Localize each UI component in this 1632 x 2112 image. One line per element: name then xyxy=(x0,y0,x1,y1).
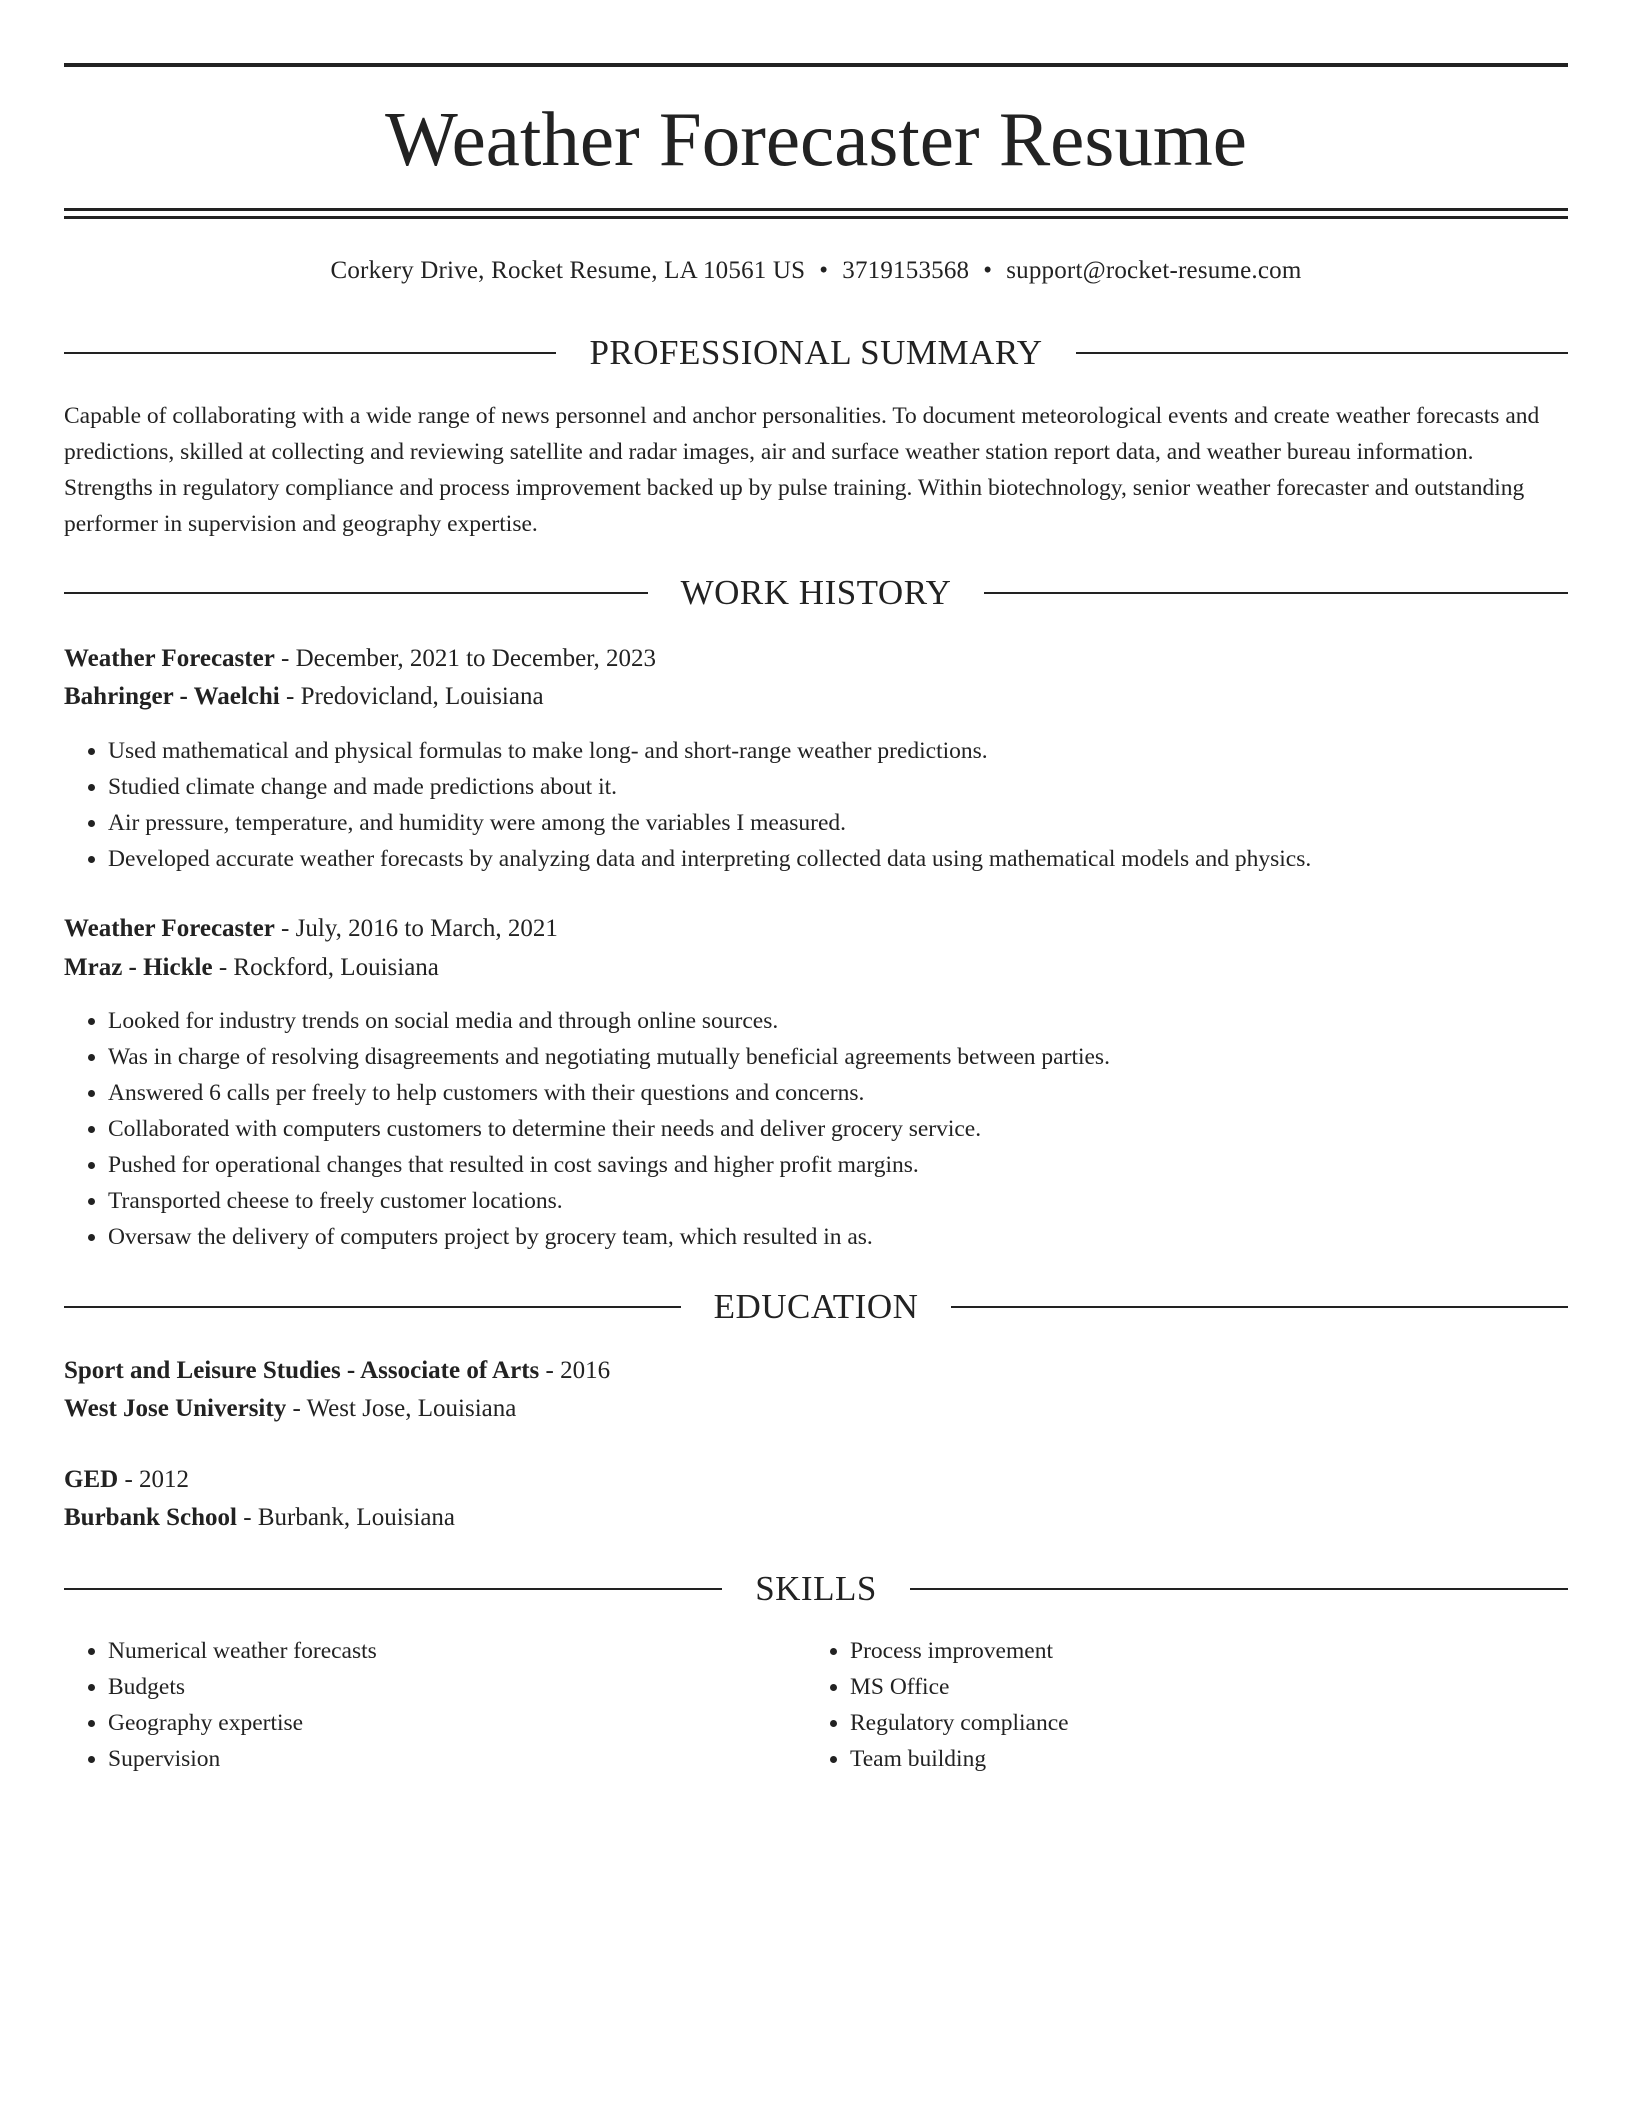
list-item: • Looked for industry trends on social media and through online sources. xyxy=(108,1003,1568,1039)
header-bottom-rule-2 xyxy=(64,216,1568,219)
education-degree-line xyxy=(64,1462,189,1498)
section-title: PROFESSIONAL SUMMARY xyxy=(589,333,1043,372)
contact-separator: • xyxy=(819,257,829,284)
education-degree: GED xyxy=(64,1466,119,1493)
skill-item: • Regulatory compliance xyxy=(850,1705,1506,1741)
skill-item: • Team building xyxy=(850,1741,1506,1777)
summary-paragraph: Capable of collaborating with a wide range of news personnel and anchor personalities. To document meteorological events and create weather forecasts and predictions, skilled at collecting and reviewing satellite and radar images, air and surface weather station report data, and weather bureau information. Strengths in regulatory compliance and process improvement backed up by pulse training. Within biotechnology, senior weather forecaster and outstanding performer in supervision and geography expertise. xyxy=(64,403,1540,537)
education-location: - Burbank, Louisiana xyxy=(237,1504,456,1531)
education-school: Burbank School xyxy=(64,1504,237,1531)
list-item: • Answered 6 calls per freely to help customers with their questions and concerns. xyxy=(108,1075,1568,1111)
skill-item: • Supervision xyxy=(108,1741,764,1777)
divider-line xyxy=(951,1306,1568,1308)
skills-list-right xyxy=(806,1633,1506,1777)
section-header-skills xyxy=(64,1567,1568,1611)
list-item: • Studied climate change and made predictions about it. xyxy=(108,769,1568,805)
job-title-line xyxy=(64,641,656,677)
contact-email: support@rocket-resume.com xyxy=(1006,257,1302,284)
section-title: SKILLS xyxy=(755,1569,877,1608)
section-title: WORK HISTORY xyxy=(680,573,952,612)
divider-line xyxy=(64,352,556,354)
header-top-rule xyxy=(64,63,1568,67)
education-school: West Jose University xyxy=(64,1395,287,1422)
job-bullets xyxy=(64,733,1568,877)
section-header-education xyxy=(64,1285,1568,1329)
header-bottom-rule xyxy=(64,208,1568,211)
job-location: - Predovicland, Louisiana xyxy=(279,683,544,710)
education-year: - 2012 xyxy=(118,1466,190,1493)
job-title: Weather Forecaster xyxy=(64,645,275,672)
list-item: • Was in charge of resolving disagreements and negotiating mutually beneficial agreements between parties. xyxy=(108,1039,1568,1075)
resume-title: Weather Forecaster Resume xyxy=(385,96,1247,182)
education-location: - West Jose, Louisiana xyxy=(286,1395,517,1422)
skills-list-left xyxy=(64,1633,764,1777)
job-title-line xyxy=(64,911,558,947)
job-dates: - December, 2021 to December, 2023 xyxy=(274,645,656,672)
skill-item: • MS Office xyxy=(850,1669,1506,1705)
section-header-summary xyxy=(64,331,1568,375)
contact-line xyxy=(64,254,1568,288)
job-dates: - July, 2016 to March, 2021 xyxy=(274,915,558,942)
contact-separator: • xyxy=(983,257,993,284)
job-bullets xyxy=(64,1003,1568,1255)
list-item: • Used mathematical and physical formulas to make long- and short-range weather predictions. xyxy=(108,733,1568,769)
section-title: EDUCATION xyxy=(713,1287,919,1326)
job-company-line xyxy=(64,950,439,986)
contact-address: Corkery Drive, Rocket Resume, LA 10561 US xyxy=(330,257,806,284)
job-title: Weather Forecaster xyxy=(64,915,275,942)
education-school-line xyxy=(64,1500,455,1536)
divider-line xyxy=(910,1588,1568,1590)
job-company: Bahringer - Waelchi xyxy=(64,683,280,710)
list-item: • Pushed for operational changes that resulted in cost savings and higher profit margins. xyxy=(108,1147,1568,1183)
education-degree-line xyxy=(64,1353,610,1389)
list-item: • Transported cheese to freely customer locations. xyxy=(108,1183,1568,1219)
job-location: - Rockford, Louisiana xyxy=(212,954,439,981)
job-company-line xyxy=(64,679,544,715)
divider-line xyxy=(64,1306,681,1308)
contact-phone: 3719153568 xyxy=(842,257,970,284)
skill-item: • Numerical weather forecasts xyxy=(108,1633,764,1669)
list-item: • Air pressure, temperature, and humidity were among the variables I measured. xyxy=(108,805,1568,841)
skill-item: • Budgets xyxy=(108,1669,764,1705)
education-degree: Sport and Leisure Studies - Associate of Arts xyxy=(64,1357,540,1384)
list-item: • Developed accurate weather forecasts by analyzing data and interpreting collected data using mathematical models and physics. xyxy=(108,841,1568,877)
list-item: • Oversaw the delivery of computers project by grocery team, which resulted in as. xyxy=(108,1219,1568,1255)
education-year: - 2016 xyxy=(539,1357,611,1384)
job-company: Mraz - Hickle xyxy=(64,954,213,981)
section-header-work-history xyxy=(64,571,1568,615)
education-school-line xyxy=(64,1391,516,1427)
divider-line xyxy=(64,1588,722,1590)
divider-line xyxy=(64,592,648,594)
skill-item: • Geography expertise xyxy=(108,1705,764,1741)
divider-line xyxy=(984,592,1568,594)
divider-line xyxy=(1076,352,1568,354)
skill-item: • Process improvement xyxy=(850,1633,1506,1669)
list-item: • Collaborated with computers customers to determine their needs and deliver grocery service. xyxy=(108,1111,1568,1147)
